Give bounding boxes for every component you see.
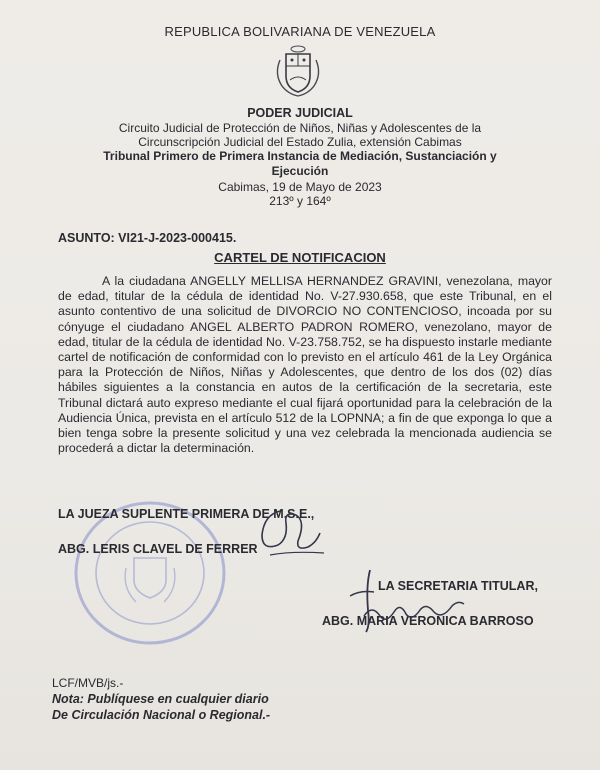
document-date: Cabimas, 19 de Mayo de 2023	[218, 180, 382, 194]
document-title: CARTEL DE NOTIFICACION	[214, 250, 386, 265]
circuit-line-1: Circuito Judicial de Protección de Niños, Niñas y Adolescentes de la	[118, 121, 482, 135]
judge-signature	[240, 505, 330, 565]
secretary-title: LA SECRETARIA TITULAR,	[378, 579, 538, 593]
secretary-name: ABG. MARIA VERONICA BARROSO	[322, 614, 534, 628]
tribunal-line-1: Tribunal Primero de Primera Instancia de Mediación, Sustanciación y	[103, 149, 497, 163]
publication-note-line-1: Nota: Publíquese en cualquier diario	[52, 692, 269, 706]
circuit-line-2: Circunscripción Judicial del Estado Zulia, extensión Cabimas	[138, 135, 462, 149]
country-header: REPUBLICA BOLIVARIANA DE VENEZUELA	[164, 24, 436, 39]
coat-of-arms-icon	[268, 40, 328, 100]
judge-title: LA JUEZA SUPLENTE PRIMERA DE M.S.E.,	[58, 507, 315, 521]
judge-name: ABG. LERIS CLAVEL DE FERRER	[58, 542, 258, 556]
document-years: 213º y 164º	[269, 194, 331, 208]
publication-note-line-2: De Circulación Nacional o Regional.-	[52, 708, 271, 722]
branch-title: PODER JUDICIAL	[247, 106, 353, 120]
case-number: ASUNTO: VI21-J-2023-000415.	[58, 231, 237, 245]
tribunal-line-2: Ejecución	[271, 164, 329, 178]
typist-initials: LCF/MVB/js.-	[52, 676, 124, 690]
notice-body-text: A la ciudadana ANGELLY MELLISA HERNANDEZ GRAVINI, venezolana, mayor de edad, titular de la cédula de identidad No. V-27.930.658, que este Tribunal, en el asunto contentivo de una solicitud de DIVORCIO NO CONTENCIOSO, incoada por su cónyuge el ciudadano ANGEL ALBERTO PADRON ROMERO, venezolano, mayor de edad, titular de la cédula de identidad No. V-23.758.752, se ha dispuesto instarle mediante cartel de notificación de conformidad con lo previsto en el artículo 461 de la Ley Orgánica para la Protección de Niños, Niñas y Adolescentes, que dentro de los dos (02) días hábiles siguientes a la constancia en autos de la certificación de la secretaria, este Tribunal dictará auto expreso mediante el cual fijará oportunidad para la celebración de la Audiencia Única, prevista en el artículo 512 de la LOPNNA; a fin de que exponga lo que a bien tenga sobre la presente solicitud y una vez celebrada la mencionada audiencia se procederá a dictar la determinación.	[58, 274, 552, 456]
secretary-signature	[340, 566, 470, 636]
notice-body	[58, 274, 552, 456]
